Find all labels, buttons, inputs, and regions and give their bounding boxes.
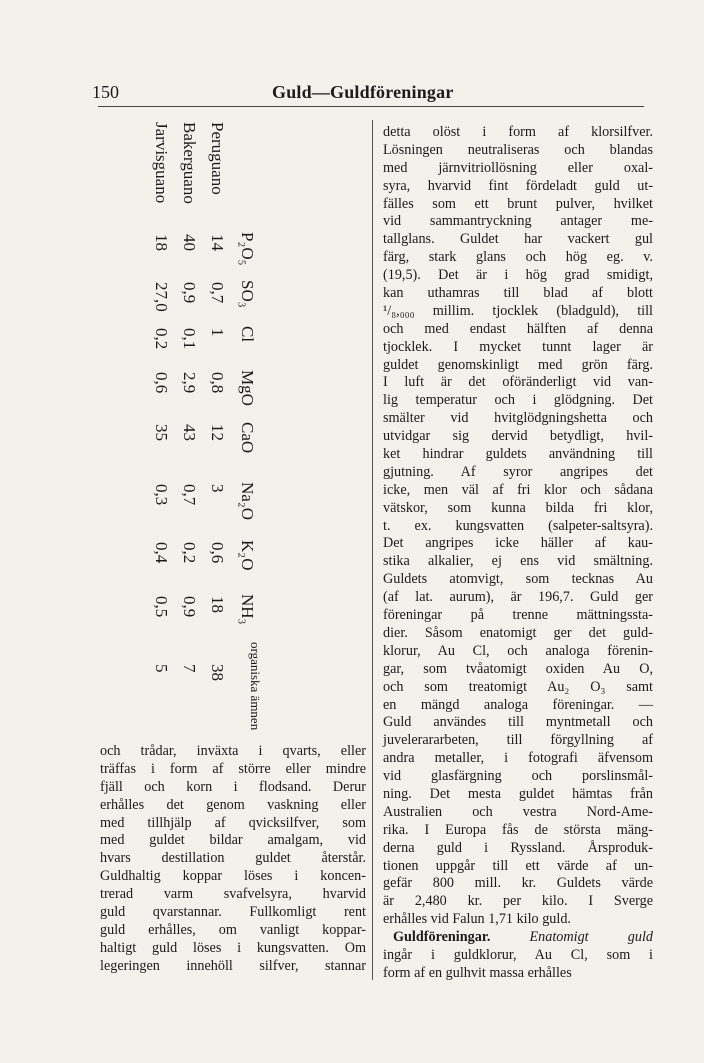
text-line: hvars destillation guldet återstår.	[100, 850, 366, 867]
table-cell: 0,5	[152, 596, 171, 618]
page-header	[92, 82, 644, 106]
column-header: K₂O	[238, 540, 257, 571]
text-line: trerad varm svafvelsyra, hvarvid	[100, 886, 366, 903]
text-line: ket hindrar guldets användning till	[383, 446, 653, 463]
column-header: organiska ämnen	[248, 642, 263, 731]
text-line: I luft är det oföränderligt vid van-	[383, 374, 653, 391]
table-cell: 0,2	[152, 328, 171, 350]
column-divider	[372, 120, 373, 980]
column-header: NH₃	[238, 594, 257, 625]
text-line: icke, men väl af fri klor och sådana	[383, 481, 653, 498]
table-cell: 0,8	[208, 372, 227, 394]
column-header: P₂O₅	[238, 232, 257, 266]
text-line: Guldhaltig koppar löses i koncen-	[100, 868, 366, 885]
text-line: gefär 800 mill. kr. Guldets värde	[383, 875, 653, 892]
section-term: Guldföreningar.	[393, 929, 491, 946]
text-line: med tillhjälp af qvicksilfver, som	[100, 814, 366, 831]
text-line: erhålles det genom vaskning eller	[100, 796, 366, 813]
table-cell: 14	[208, 234, 227, 251]
text-line: haltigt guld löses i kungsvatten. Om	[100, 939, 366, 956]
table-header-row	[232, 122, 263, 731]
row-label: Peruguano	[208, 122, 227, 195]
text-line: fjäll och korn i flodsand. Derur	[100, 778, 366, 795]
text-line: fälles som ett brunt pulver, hvilket	[383, 195, 653, 212]
page-number: 150	[92, 82, 119, 102]
text-line: Det angripes icke häller af kau-	[383, 535, 653, 552]
table-cell: 5	[152, 664, 171, 673]
table-cell: 38	[208, 664, 227, 681]
text-line: syra, hvarvid fint fördeladt guld ut-	[383, 177, 653, 194]
table-row	[146, 122, 174, 722]
guano-composition-table	[152, 122, 370, 731]
text-line: tionen uppgår till ett värde af un-	[383, 857, 653, 874]
table-row	[174, 122, 202, 722]
left-column-text	[100, 743, 366, 976]
text-line: legeringen innehöll silfver, stannar	[100, 957, 366, 974]
header-rule	[98, 106, 644, 107]
right-column-text	[383, 124, 653, 983]
rotated-table	[140, 122, 263, 731]
text-line: vid glasfärgning och porslinsmål-	[383, 768, 653, 785]
text-line: med guldet bildar amalgam, vid	[100, 832, 366, 849]
row-label: Jarvisguano	[152, 122, 171, 204]
table-cell: 18	[152, 234, 171, 251]
text-line: och med endast hälften af denna	[383, 320, 653, 337]
text-line: föreningar på trenne mättningssta-	[383, 607, 653, 624]
text-line: Guldets atomvigt, som tecknas Au	[383, 571, 653, 588]
column-header: Na₂O	[238, 482, 257, 521]
table-cell: 35	[152, 424, 171, 441]
column-header: MgO	[238, 370, 257, 406]
text-line: Guld användes till myntmetall och	[383, 714, 653, 731]
text-line: och som treatomigt Au₂ O₃ samt	[383, 678, 653, 695]
text-line: vätskor, som kunna bilda fri klor,	[383, 499, 653, 516]
text-line: Australien och vestra Nord-Ame-	[383, 803, 653, 820]
table-row	[202, 122, 230, 722]
text-line: guld qvarstannar. Fullkomligt rent	[100, 904, 366, 921]
text-line: är 2,480 kr. per kilo. I Sverge	[383, 893, 653, 910]
text-line: klorur, Au Cl, och analoga förenin-	[383, 642, 653, 659]
table-cell: 0,6	[208, 542, 227, 564]
text-line: t. ex. kungsvatten (salpeter-saltsyra).	[383, 517, 653, 534]
text-line: detta olöst i form af klorsilfver.	[383, 124, 653, 140]
section-subterm: Enatomigt guld	[529, 929, 653, 946]
text-line: (af lat. aurum), är 196,7. Guld ger	[383, 589, 653, 606]
table-cell: 43	[180, 424, 199, 441]
text-line: färg, stark glans och hög eg. v.	[383, 249, 653, 266]
text-line: smälter vid hvitglödgningshetta och	[383, 410, 653, 427]
table-cell: 0,4	[152, 542, 171, 564]
table-cell: 40	[180, 234, 199, 251]
text-line: juvelerararbeten, till förgyllning af	[383, 732, 653, 749]
text-line: erhålles vid Falun 1,71 kilo guld.	[383, 911, 571, 928]
text-line: gar, som tvåatomigt oxiden Au O,	[383, 660, 653, 677]
text-line: och trådar, inväxta i qvarts, eller	[100, 743, 366, 759]
table-cell: 1	[208, 328, 227, 337]
text-line: tallglans. Guldet har vackert gul	[383, 231, 653, 248]
table-cell: 0,9	[180, 596, 199, 618]
section-heading-line	[383, 929, 653, 947]
running-title: Guld—Guldföreningar	[272, 82, 454, 102]
text-line: ingår i guldklorur, Au Cl, som i	[383, 946, 653, 963]
table-cell: 0,3	[152, 484, 171, 506]
table-cell: 0,7	[180, 484, 199, 506]
text-line: tjocklek. I mycket tunnt lager är	[383, 338, 653, 355]
column-header: SO₃	[238, 280, 257, 308]
text-line: utvidgar sig dervid betydligt, hvil-	[383, 428, 653, 445]
table-cell: 2,9	[180, 372, 199, 394]
text-line: lig temperatur och i glödgning. Det	[383, 392, 653, 409]
table-cell: 0,9	[180, 282, 199, 304]
row-label: Bakerguano	[180, 122, 199, 204]
column-header: Cl	[238, 326, 257, 343]
text-line: kan uthamras till blad af blott	[383, 285, 653, 302]
text-line: stika alkalier, ej ens vid smältning.	[383, 553, 653, 570]
text-line: träffas i form af större eller mindre	[100, 760, 366, 777]
text-line: dier. Såsom enatomigt ger det guld-	[383, 624, 653, 641]
table-cell: 0,7	[208, 282, 227, 304]
column-header: CaO	[238, 422, 257, 454]
text-line: guld erhålles, om vanligt koppar-	[100, 921, 366, 938]
text-line: derna guld i Ryssland. Årsproduk-	[383, 839, 653, 856]
text-line: med järnvitriollösning eller oxal-	[383, 159, 653, 176]
text-line: gjutning. Af syror angripes det	[383, 463, 653, 480]
text-line: guldet genomskinligt med grön färg.	[383, 356, 653, 373]
table-cell: 0,1	[180, 328, 199, 350]
table-cell: 7	[180, 664, 199, 673]
text-line: form af en gulhvit massa erhålles	[383, 964, 572, 981]
text-line: rika. I Europa fås de största mäng-	[383, 821, 653, 838]
text-line: ¹/₈,₀₀₀ millim. tjocklek (bladguld), till	[383, 302, 653, 319]
table-cell: 12	[208, 424, 227, 441]
text-line: andra metaller, i fotografi äfvensom	[383, 750, 653, 767]
text-line: vid sammantryckning antager me-	[383, 213, 653, 230]
table-cell: 27,0	[152, 282, 171, 312]
table-cell: 18	[208, 596, 227, 613]
text-line: ning. Det mesta guldet hämtas från	[383, 785, 653, 802]
text-line: Lösningen neutraliseras och blandas	[383, 141, 653, 158]
table-cell: 0,6	[152, 372, 171, 394]
table-cell: 0,2	[180, 542, 199, 564]
text-line: en mängd analoga föreningar. —	[383, 696, 653, 713]
text-line: (19,5). Det är i hög grad smidigt,	[383, 267, 653, 284]
table-cell: 3	[208, 484, 227, 493]
